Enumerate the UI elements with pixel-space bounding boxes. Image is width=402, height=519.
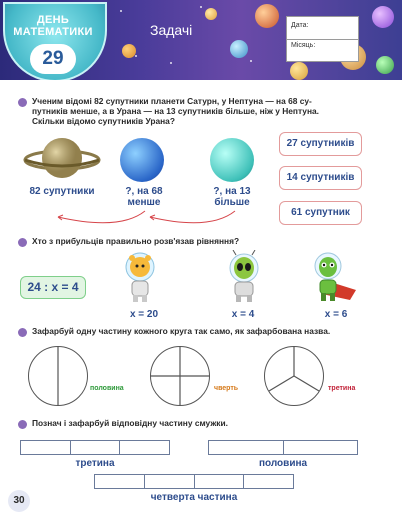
strip-cell[interactable] bbox=[195, 475, 245, 488]
star-decoration bbox=[200, 6, 202, 8]
alien-1-illustration bbox=[122, 250, 158, 304]
divider bbox=[287, 39, 358, 40]
strip-thirds[interactable] bbox=[20, 440, 170, 455]
strip-cell[interactable] bbox=[120, 441, 169, 454]
uranus-illustration bbox=[210, 138, 254, 182]
planet-icon bbox=[290, 62, 308, 80]
planet-icon bbox=[230, 40, 248, 58]
strip-cell[interactable] bbox=[95, 475, 145, 488]
task3-text: Зафарбуй одну частину кожного круга так само, як зафарбована назва. bbox=[32, 326, 331, 336]
equation-box: 24 : x = 4 bbox=[20, 276, 86, 299]
page-title: Задачі bbox=[150, 22, 193, 38]
planet-icon bbox=[255, 4, 279, 28]
circle-thirds[interactable] bbox=[264, 346, 324, 406]
label-line: більше bbox=[214, 197, 250, 208]
answer-option[interactable]: 27 супутників bbox=[279, 132, 362, 156]
label-line: 82 супутники bbox=[29, 186, 95, 197]
circle-half[interactable] bbox=[28, 346, 88, 406]
alien-3-illustration bbox=[310, 250, 360, 304]
page-number: 30 bbox=[8, 490, 30, 512]
date-box bbox=[286, 16, 359, 62]
task-bullet bbox=[18, 238, 27, 247]
answer-option[interactable]: 14 супутників bbox=[279, 166, 362, 190]
strip-cell[interactable] bbox=[21, 441, 71, 454]
task-bullet bbox=[18, 98, 27, 107]
label-line: менше bbox=[127, 197, 161, 208]
task-text-line: Скільки відомо супутників Урана? bbox=[32, 116, 175, 126]
task-text-line: Ученим відомі 82 супутники планети Сатурн, у Нептуна — на 68 су- bbox=[32, 96, 312, 106]
strip-halves[interactable] bbox=[208, 440, 358, 455]
strip-label-half: половина bbox=[258, 458, 308, 469]
star-decoration bbox=[170, 62, 172, 64]
strip-cell[interactable] bbox=[71, 441, 121, 454]
badge-number: 29 bbox=[30, 44, 76, 74]
star-decoration bbox=[120, 10, 122, 12]
label-line: ?, на 68 bbox=[125, 186, 163, 197]
task4-text: Познач і зафарбуй відповідну частину смужки. bbox=[32, 418, 228, 428]
planet-icon bbox=[122, 44, 136, 58]
circle-quarters[interactable] bbox=[150, 346, 210, 406]
page-header bbox=[0, 0, 402, 80]
month-label: Місяць: bbox=[291, 42, 316, 49]
answer-option[interactable]: 61 супутник bbox=[279, 201, 362, 225]
alien-2-illustration bbox=[226, 250, 262, 304]
strip-cell[interactable] bbox=[209, 441, 284, 454]
date-label: Дата: bbox=[291, 22, 309, 29]
strip-cell[interactable] bbox=[244, 475, 293, 488]
task1-text bbox=[32, 96, 384, 126]
badge-title-line: МАТЕМАТИКИ bbox=[13, 26, 93, 38]
answer-option-x[interactable]: x = 6 bbox=[324, 309, 348, 320]
arrows-decoration bbox=[50, 205, 260, 235]
badge-title bbox=[10, 14, 96, 38]
answer-option-x[interactable]: x = 4 bbox=[231, 309, 255, 320]
circle-label-third: третина bbox=[328, 385, 356, 392]
neptune-illustration bbox=[120, 138, 164, 182]
strip-label-fourth: четверта частина bbox=[150, 492, 238, 503]
task-text-line: путників менше, а в Урана — на 13 супутників більше, ніж у Нептуна. bbox=[32, 106, 319, 116]
saturn-label bbox=[14, 186, 110, 197]
star-decoration bbox=[135, 55, 137, 57]
label-line: ?, на 13 bbox=[213, 186, 251, 197]
strip-quarters[interactable] bbox=[94, 474, 294, 489]
circle-label-quarter: чверть bbox=[214, 385, 239, 392]
strip-cell[interactable] bbox=[284, 441, 358, 454]
badge-title-line: ДЕНЬ bbox=[36, 14, 70, 26]
planet-icon bbox=[372, 6, 394, 28]
task-bullet bbox=[18, 328, 27, 337]
task-bullet bbox=[18, 420, 27, 429]
answer-option-x[interactable]: x = 20 bbox=[129, 309, 159, 320]
strip-cell[interactable] bbox=[145, 475, 195, 488]
star-decoration bbox=[250, 60, 252, 62]
strip-label-third: третина bbox=[75, 458, 115, 469]
planet-icon bbox=[205, 8, 217, 20]
circle-label-half: половина bbox=[90, 385, 124, 392]
task2-text: Хто з прибульців правильно розв'язав рівняння? bbox=[32, 236, 240, 246]
saturn-illustration bbox=[22, 136, 102, 182]
planet-icon bbox=[376, 56, 394, 74]
